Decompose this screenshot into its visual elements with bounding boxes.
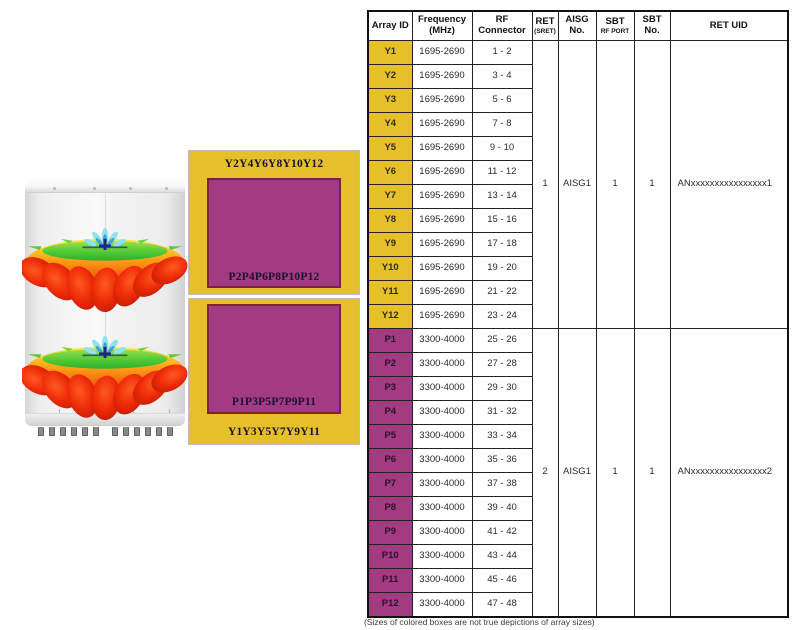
frequency-cell: 3300-4000 bbox=[412, 545, 472, 569]
array-id-cell: Y10 bbox=[368, 257, 412, 281]
frequency-cell: 3300-4000 bbox=[412, 425, 472, 449]
header-sbt-no bbox=[634, 11, 670, 41]
screw-dot bbox=[93, 187, 96, 190]
frequency-cell: 3300-4000 bbox=[412, 401, 472, 425]
connector-nub bbox=[93, 427, 99, 436]
array-id-cell: Y3 bbox=[368, 89, 412, 113]
rf-connector-cell: 19 - 20 bbox=[472, 257, 532, 281]
array-id-cell: P11 bbox=[368, 569, 412, 593]
rf-connector-cell: 5 - 6 bbox=[472, 89, 532, 113]
screw-dot bbox=[53, 187, 56, 190]
antenna-figure bbox=[20, 170, 192, 440]
ret-uid-cell: ANxxxxxxxxxxxxxxxx1 bbox=[670, 41, 788, 329]
array-id-cell: Y12 bbox=[368, 305, 412, 329]
header-text: SBT bbox=[642, 14, 662, 26]
ret-uid-cell: ANxxxxxxxxxxxxxxxx2 bbox=[670, 329, 788, 618]
array-id-cell: P9 bbox=[368, 521, 412, 545]
frequency-cell: 3300-4000 bbox=[412, 329, 472, 353]
rf-connector-cell: 9 - 10 bbox=[472, 137, 532, 161]
array-id-cell: Y6 bbox=[368, 161, 412, 185]
connector-nub bbox=[156, 427, 162, 436]
connector-nub bbox=[112, 427, 118, 436]
array-box-top bbox=[188, 150, 360, 295]
header-text: Connector bbox=[478, 25, 526, 36]
frequency-cell: 1695-2690 bbox=[412, 65, 472, 89]
array-id-cell: P12 bbox=[368, 593, 412, 618]
rf-connector-cell: 25 - 26 bbox=[472, 329, 532, 353]
rf-connector-cell: 45 - 46 bbox=[472, 569, 532, 593]
array-box-top-inner bbox=[207, 178, 341, 288]
sbt-no-cell: 1 bbox=[634, 329, 670, 618]
frequency-cell: 1695-2690 bbox=[412, 161, 472, 185]
frequency-cell: 3300-4000 bbox=[412, 593, 472, 618]
connector-nub bbox=[123, 427, 129, 436]
rf-connector-cell: 1 - 2 bbox=[472, 41, 532, 65]
port-mapping-table bbox=[367, 10, 789, 618]
rf-connector-cell: 17 - 18 bbox=[472, 233, 532, 257]
rf-connector-cell: 35 - 36 bbox=[472, 449, 532, 473]
footnote: (Sizes of colored boxes are not true depictions of array sizes) bbox=[364, 617, 595, 627]
header-ret bbox=[532, 11, 558, 41]
header-text: RET UID bbox=[709, 19, 748, 31]
array-id-cell: Y9 bbox=[368, 233, 412, 257]
radiation-pattern-lower bbox=[22, 333, 188, 421]
header-text: Array ID bbox=[371, 19, 409, 31]
array-id-cell: P5 bbox=[368, 425, 412, 449]
array-id-cell: Y2 bbox=[368, 65, 412, 89]
sbt-rf-port-cell: 1 bbox=[596, 329, 634, 618]
frequency-cell: 1695-2690 bbox=[412, 281, 472, 305]
frequency-cell: 1695-2690 bbox=[412, 305, 472, 329]
header-text: RET bbox=[535, 15, 555, 27]
aisg-no-cell: AISG1 bbox=[558, 41, 596, 329]
screw-dot bbox=[129, 187, 132, 190]
array-id-cell: Y11 bbox=[368, 281, 412, 305]
header-frequency bbox=[412, 11, 472, 41]
rf-connector-cell: 21 - 22 bbox=[472, 281, 532, 305]
rf-connector-cell: 47 - 48 bbox=[472, 593, 532, 618]
rf-connector-cell: 33 - 34 bbox=[472, 425, 532, 449]
array-box-top-inner-label: P2P4P6P8P10P12 bbox=[228, 271, 320, 283]
frequency-cell: 1695-2690 bbox=[412, 233, 472, 257]
header-text: AISG bbox=[565, 14, 589, 26]
connector-nub bbox=[71, 427, 77, 436]
header-text: No. bbox=[569, 25, 585, 36]
connector-nub bbox=[145, 427, 151, 436]
rf-connector-cell: 37 - 38 bbox=[472, 473, 532, 497]
rf-connector-cell: 3 - 4 bbox=[472, 65, 532, 89]
rf-connector-cell: 7 - 8 bbox=[472, 113, 532, 137]
connector-nub bbox=[49, 427, 55, 436]
array-id-cell: P8 bbox=[368, 497, 412, 521]
rf-connector-cell: 29 - 30 bbox=[472, 377, 532, 401]
connector-nub bbox=[167, 427, 173, 436]
header-aisg-no bbox=[558, 11, 596, 41]
rf-connector-cell: 31 - 32 bbox=[472, 401, 532, 425]
table-row bbox=[368, 329, 788, 353]
frequency-cell: 1695-2690 bbox=[412, 209, 472, 233]
header-text: SBT bbox=[605, 15, 625, 27]
array-id-cell: Y4 bbox=[368, 113, 412, 137]
rf-connector-ports-left bbox=[38, 427, 99, 436]
header-rf-connector bbox=[472, 11, 532, 41]
frequency-cell: 3300-4000 bbox=[412, 497, 472, 521]
frequency-cell: 1695-2690 bbox=[412, 185, 472, 209]
connector-nub bbox=[38, 427, 44, 436]
frequency-cell: 1695-2690 bbox=[412, 113, 472, 137]
rf-connector-cell: 23 - 24 bbox=[472, 305, 532, 329]
rf-connector-cell: 43 - 44 bbox=[472, 545, 532, 569]
header-subtext: RF PORT bbox=[600, 27, 630, 35]
header-array-id bbox=[368, 11, 412, 41]
header-ret-uid bbox=[670, 11, 788, 41]
header-sbt-rf-port bbox=[596, 11, 634, 41]
array-id-cell: P1 bbox=[368, 329, 412, 353]
frequency-cell: 3300-4000 bbox=[412, 449, 472, 473]
sbt-rf-port-cell: 1 bbox=[596, 41, 634, 329]
ret-cell: 2 bbox=[532, 329, 558, 618]
connector-nub bbox=[82, 427, 88, 436]
array-box-bottom-inner bbox=[207, 304, 341, 414]
frequency-cell: 1695-2690 bbox=[412, 137, 472, 161]
array-id-cell: Y1 bbox=[368, 41, 412, 65]
array-box-bottom-outer-label: Y1Y3Y5Y7Y9Y11 bbox=[227, 426, 321, 438]
array-id-cell: P7 bbox=[368, 473, 412, 497]
frequency-cell: 1695-2690 bbox=[412, 89, 472, 113]
rf-connector-cell: 13 - 14 bbox=[472, 185, 532, 209]
array-id-cell: Y8 bbox=[368, 209, 412, 233]
array-id-cell: Y5 bbox=[368, 137, 412, 161]
connector-nub bbox=[60, 427, 66, 436]
array-box-bottom bbox=[188, 298, 360, 445]
frequency-cell: 3300-4000 bbox=[412, 353, 472, 377]
radiation-pattern-upper bbox=[22, 225, 188, 313]
rf-connector-cell: 27 - 28 bbox=[472, 353, 532, 377]
array-id-cell: P2 bbox=[368, 353, 412, 377]
port-mapping-table-wrap bbox=[367, 10, 789, 618]
rf-connector-cell: 39 - 40 bbox=[472, 497, 532, 521]
aisg-no-cell: AISG1 bbox=[558, 329, 596, 618]
frequency-cell: 3300-4000 bbox=[412, 569, 472, 593]
array-id-cell: P4 bbox=[368, 401, 412, 425]
array-id-cell: Y7 bbox=[368, 185, 412, 209]
screw-dot bbox=[165, 187, 168, 190]
header-text: RF bbox=[495, 14, 509, 26]
frequency-cell: 3300-4000 bbox=[412, 377, 472, 401]
frequency-cell: 1695-2690 bbox=[412, 257, 472, 281]
header-subtext: (SRET) bbox=[534, 27, 556, 35]
table-row bbox=[368, 41, 788, 65]
header-text: No. bbox=[644, 25, 660, 36]
sbt-no-cell: 1 bbox=[634, 41, 670, 329]
frequency-cell: 3300-4000 bbox=[412, 521, 472, 545]
header-row bbox=[368, 11, 788, 41]
rf-connector-ports-right bbox=[112, 427, 173, 436]
array-id-cell: P10 bbox=[368, 545, 412, 569]
frequency-cell: 3300-4000 bbox=[412, 473, 472, 497]
array-box-bottom-inner-label: P1P3P5P7P9P11 bbox=[231, 396, 317, 408]
rf-connector-cell: 11 - 12 bbox=[472, 161, 532, 185]
array-box-top-outer-label: Y2Y4Y6Y8Y10Y12 bbox=[224, 158, 324, 170]
header-text: (MHz) bbox=[429, 25, 455, 36]
array-id-cell: P6 bbox=[368, 449, 412, 473]
header-text: Frequency bbox=[417, 14, 467, 26]
connector-nub bbox=[134, 427, 140, 436]
array-id-cell: P3 bbox=[368, 377, 412, 401]
rf-connector-cell: 15 - 16 bbox=[472, 209, 532, 233]
rf-connector-cell: 41 - 42 bbox=[472, 521, 532, 545]
ret-cell: 1 bbox=[532, 41, 558, 329]
frequency-cell: 1695-2690 bbox=[412, 41, 472, 65]
